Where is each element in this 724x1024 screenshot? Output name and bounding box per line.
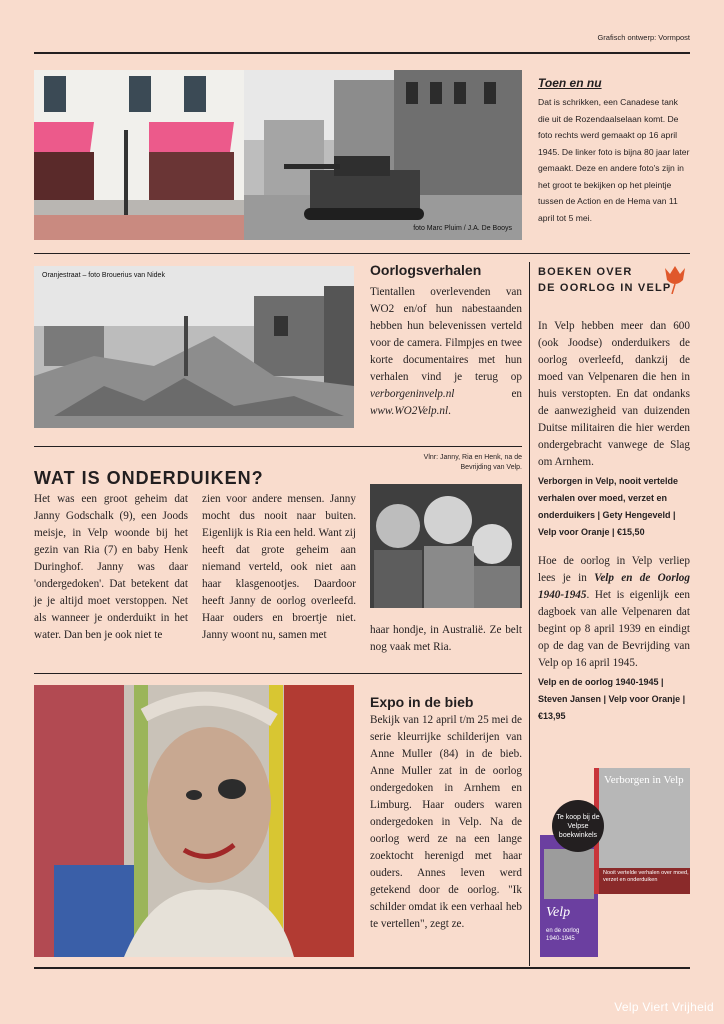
cover2-subtitle: en de oorlog 1940-1945 bbox=[546, 928, 580, 942]
onderduiken-col3: haar hondje, in Australië. Ze belt nog vaak met Ria. bbox=[370, 624, 522, 653]
for-sale-badge-text: Te koop bij de Velpse boekwinkels bbox=[556, 813, 600, 839]
section-rule-3 bbox=[34, 673, 522, 674]
boeken-para2-rest: . Het is eigenlijk een dagboek van alle Velpenaren dat begint op 8 april 1939 en eindigt op de dag van de Bevrijding van Velp op 16 april 1945. bbox=[538, 589, 690, 669]
cover1-title: Verborgen in Velp bbox=[604, 774, 684, 786]
children-photo bbox=[370, 484, 522, 608]
boeken-para2 bbox=[538, 553, 690, 672]
link-wo2velp[interactable]: www.WO2Velp.nl bbox=[370, 405, 449, 417]
expo-text: Bekijk van 12 april t/m 25 mei de serie kleurrijke schilderijen van Anne Muller (84) in de bieb. Anne Muller zat in de oorlog ondergedoken in Arnhem en Limburg. Haar ouders waren ondergedoken in Velp. Na de oorlog werd ze na een lange zoektocht herenigd met haar ouders. Annes leven werd getekend door de oorlog. "Ik schilder omdat ik een verhaal heb te vertellen", zegt ze. bbox=[370, 714, 522, 930]
cover2-title: Velp bbox=[546, 905, 571, 920]
onderduiken-col1: Het was een groot geheim dat Janny Godschalk (9), een Joods meisje, in Velp woonde bij het gezin van Ria (7) en baby Henk Duringhof. Janny was daar 'ondergedoken'. Dat betekent dat je je altijd moet verstoppen. Net als wanneer je onderduikt in het water. Dan ben je ook niet te bbox=[34, 493, 188, 641]
expo-title: Expo in de bieb bbox=[370, 694, 474, 710]
oorlogsverhalen-block bbox=[370, 262, 522, 420]
boeken-title-line2: DE OORLOG IN VELP bbox=[538, 282, 672, 294]
for-sale-badge bbox=[552, 800, 604, 852]
bottom-rule bbox=[34, 967, 690, 969]
boeken-block bbox=[538, 264, 690, 725]
oorlogsverhalen-title: Oorlogsverhalen bbox=[370, 262, 482, 278]
section-rule-1 bbox=[34, 253, 690, 254]
footer-brand: Velp Viert Vrijheid bbox=[614, 1000, 714, 1014]
design-credit: Grafisch ontwerp: Vormpost bbox=[597, 33, 690, 42]
toen-en-nu-photo-credit: foto Marc Pluim / J.A. De Booys bbox=[413, 225, 512, 232]
cover1-subtitle: Nooit vertelde verhalen over moed, verzet en onderduiken bbox=[603, 870, 689, 883]
link-verborgeninvelp[interactable]: verborgeninvelp.nl bbox=[370, 388, 455, 400]
top-rule bbox=[34, 52, 690, 54]
oranjestraat-photo bbox=[34, 266, 354, 428]
oorlogsverhalen-text-mid: en bbox=[454, 388, 522, 400]
toen-en-nu-title: Toen en nu bbox=[538, 76, 602, 90]
oranjestraat-caption: Oranjestraat – foto Brouerius van Nidek bbox=[42, 272, 165, 279]
oorlogsverhalen-text-end: . bbox=[448, 405, 451, 417]
toen-en-nu-photo bbox=[34, 70, 522, 240]
column-divider bbox=[529, 262, 530, 966]
boeken-para2-booktitle: Velp en de Oorlog 1940-1945 bbox=[538, 572, 690, 601]
boeken-book2: Velp en de oorlog 1940-1945 | Steven Jansen | Velp voor Oranje | €13,95 bbox=[538, 677, 686, 721]
book-cover-verborgen-in-velp bbox=[594, 768, 690, 894]
boeken-title-line1: BOEKEN OVER bbox=[538, 266, 633, 278]
book-cover-velp-en-de-oorlog bbox=[540, 835, 598, 957]
oorlogsverhalen-text bbox=[370, 284, 522, 420]
children-photo-caption: Vlnr: Janny, Ria en Henk, na de Bevrijding van Velp. bbox=[423, 454, 522, 471]
anne-muller-painting bbox=[34, 685, 354, 957]
oorlogsverhalen-text-intro: Tientallen overlevenden van WO2 en/of hun nabestaanden hebben hun belevenissen verteld voor de camera. Filmpjes en twee korte documentaires met hun verhalen vind je terug op bbox=[370, 286, 522, 383]
onderduiken-col2: zien voor andere mensen. Janny mocht dus nooit naar buiten. Eigenlijk is Ria een held. Want zij heeft dat grote geheim aan niemand verteld, ook niet aan haar klasgenootjes. Daardoor heeft Janny de oorlog overleefd. Haar ouders en broertje niet. Janny woont nu, samen met bbox=[202, 493, 356, 641]
tulip-icon bbox=[662, 264, 688, 294]
boeken-para1: In Velp hebben meer dan 600 (ook Joodse) onderduikers de oorlog overleefd, dankzij de moed van Velpenaren die hen in huis verstopten. En dat ondanks de aanwezigheid van duizenden Duitse militairen die hier werden ondergebracht vanwege de Slag om Arnhem. bbox=[538, 320, 690, 468]
onderduiken-title: WAT IS ONDERDUIKEN? bbox=[34, 468, 264, 488]
toen-en-nu-text: Dat is schrikken, een Canadese tank die uit de Rozendaalselaan komt. De foto rechts werd gemaakt op 16 april 1945. De linker foto is bijna 80 jaar later gemaakt. Deze en andere foto's zijn in het groot te bekijken op het pleintje tussen de Action en de Hema van 11 april tot 5 mei. bbox=[538, 97, 690, 223]
section-rule-2 bbox=[34, 446, 522, 447]
toen-en-nu-block bbox=[538, 76, 690, 226]
boeken-para2-intro: Hoe de oorlog in Velp verliep lees je in bbox=[538, 555, 690, 584]
expo-block bbox=[370, 694, 522, 933]
boeken-book1: Verborgen in Velp, nooit vertelde verhalen over moed, verzet en onderduikers | Gety Hengeveld | Velp voor Oranje | €15,50 bbox=[538, 476, 679, 537]
